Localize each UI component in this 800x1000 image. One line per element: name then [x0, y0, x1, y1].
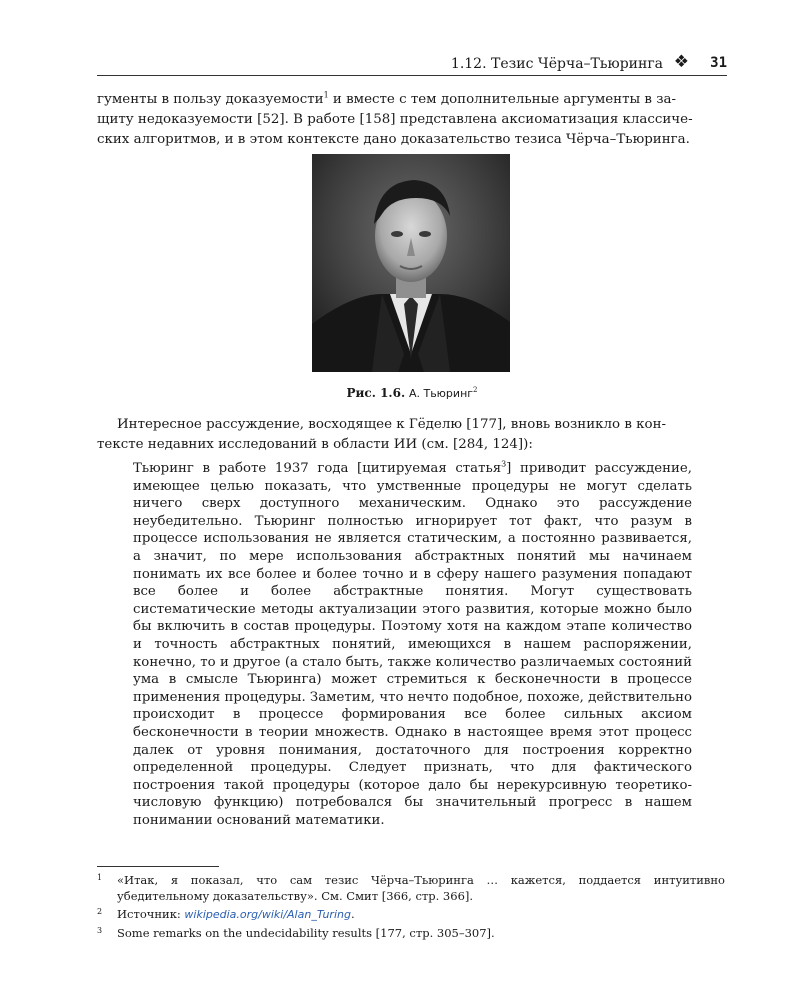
source-link[interactable]: wikipedia.org/wiki/Alan_Turing — [184, 908, 351, 921]
footnote-text: Источник: wikipedia.org/wiki/Alan_Turing. — [117, 907, 355, 921]
footnote-ref-1: 1 — [323, 90, 329, 100]
page-number: 31 — [710, 55, 727, 71]
diamond-ornament-icon: ❖ — [673, 52, 689, 72]
footnote-mark: 2 — [97, 907, 103, 916]
figure-label: Рис. 1.6. — [346, 386, 406, 400]
intro-line-1: гументы в пользу доказуемости$^1$ и вместе с тем дополнительные аргументы в за- — [97, 90, 677, 107]
footnote-mark: 1 — [97, 873, 103, 882]
footnote-rule — [97, 866, 219, 867]
turing-portrait-photo — [312, 154, 510, 372]
header-rule — [97, 75, 727, 76]
footnote-text: Some remarks on the undecidability results [177, стр. 305–307]. — [117, 926, 495, 940]
footnote-text: «Итак, я показал, что сам тезис Чёрча–Тьюринга … кажется, поддается интуитивно убедительному доказательству». См. Смит [366, стр. 366]. — [117, 873, 725, 903]
figure-caption — [97, 382, 727, 402]
footnote-ref-2: 2 — [473, 386, 478, 394]
footnote-ref-3: 3 — [501, 459, 507, 469]
para2-line-1: Интересное рассуждение, восходящее к Гёделю [177], вновь возникло в кон- — [117, 417, 667, 432]
block-quote: Тьюринг в работе 1937 года [цитируемая статья$^3$] приводит рассуждение, имеющее целью показать, что умственные процедуры не могут сделать ничего сверх доступного механическим. Однако это рассуждение неубедительно. Тьюринг полностью игнорирует тот факт, что разум в процессе использования не является статическим, а постоянно развивается, а значит, по мере использования абстрактных понятий мы начинаем понимать их все более и более точно и в сферу нашего разумения попадают все более и более абстрактные понятия. Могут существовать систематические методы актуализации этого развития, которые можно было бы включить в состав процедуры. Поэтому хотя на каждом этапе количество и точность абстрактных понятий, имеющихся в нашем распоряжении, конечно, то и другое (а стало быть, также количество различаемых состояний ума в смысле Тьюринга) может стремиться к бесконечности в процессе применения процедуры. Заметим, что нечто подобное, похоже, действительно происходит в процессе формирования все более сильных аксиом бесконечности в теории множеств. Однако в настоящее время этот процесс далек от уровня понимания, достаточного для построения корректно определенной процедуры. Следует признать, что для фактического построения такой процедуры (которое дало бы нерекурсивную теоретико-числовую функцию) потребовался бы значительный прогресс в нашем понимании оснований математики. — [133, 459, 692, 828]
para2-line-2: тексте недавних исследований в области ИИ (см. [284, 124]): — [97, 437, 533, 452]
intro-line-2: щиту недоказуемости [52]. В работе [158] представлена аксиоматизация классиче- — [97, 112, 693, 127]
header-title: 1.12. Тезис Чёрча–Тьюринга — [450, 56, 663, 72]
footnote-mark: 3 — [97, 926, 103, 935]
running-header — [97, 54, 727, 74]
portrait-illustration — [312, 154, 510, 372]
intro-line-3: ских алгоритмов, и в этом контексте дано доказательство тезиса Чёрча–Тьюринга. — [97, 132, 690, 147]
figure-caption-text: А. Тьюринг — [408, 387, 474, 400]
